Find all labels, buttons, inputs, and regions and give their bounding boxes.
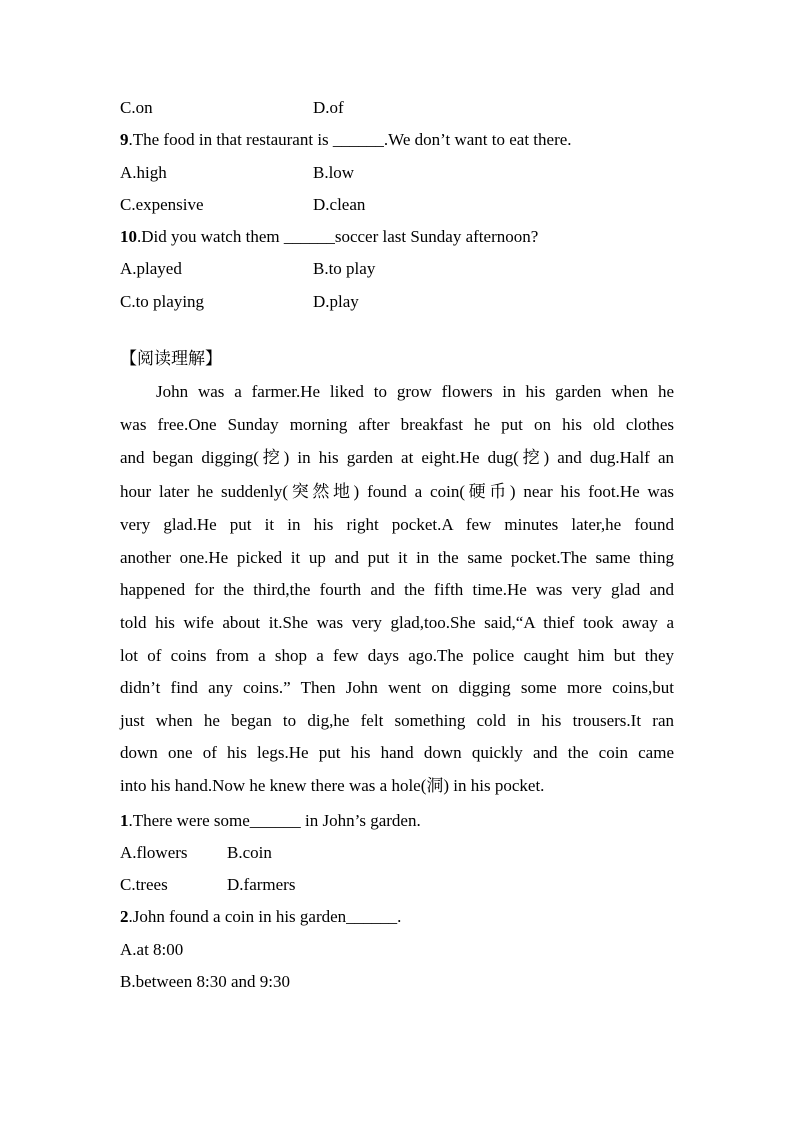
q10-text: .Did you watch them ______soccer last Sunday afternoon? [137,227,539,247]
passage-line: just when he began to dig,he felt something cold in his trousers.It ran [120,710,674,730]
q10-number: 10 [120,227,137,247]
q9-options-ab [120,157,674,189]
rq1-option-b: B.coin [227,842,272,862]
passage-line: another one.He picked it up and put it in the same pocket.The same thing [120,547,674,567]
passage-line: didn’t find any coins.” Then John went on digging some more coins,but [120,678,674,698]
q10-option-d: D.play [313,291,359,311]
rq1-options-cd [120,869,674,901]
passage-line: told his wife about it.She was very glad,too.She said,“A thief took away a [120,612,674,632]
passage-line: John was a farmer.He liked to grow flowers in his garden when he [156,382,674,402]
q9-option-b: B.low [313,162,355,182]
rq1-text: .There were some______ in John’s garden. [128,810,421,830]
q9-option-d: D.clean [313,194,366,214]
q9-text: .The food in that restaurant is ______.We don’t want to eat there. [128,130,572,150]
q10-option-c: C.to playing [120,291,205,311]
q10-option-b: B.to play [313,259,376,279]
q9-stem [120,124,674,156]
q9-number: 9 [120,130,129,150]
rq1-options-ab [120,837,674,869]
passage-line: was free.One Sunday morning after breakfast he put on his old clothes [120,414,674,434]
rq2-option-b: B.between 8:30 and 9:30 [120,971,290,991]
q10-option-a: A.played [120,259,182,279]
rq1-option-d: D.farmers [227,875,296,895]
q10-options-ab [120,253,674,285]
rq2-text: .John found a coin in his garden______. [128,907,402,927]
q10-stem [120,221,674,253]
exam-page [120,92,674,998]
passage-line: happened for the third,the fourth and the fifth time.He was very glad and [120,580,674,600]
passage-line: down one of his legs.He put his hand down quickly and the coin came [120,743,674,763]
q9-option-c: C.expensive [120,194,204,214]
passage-line: and began digging(挖) in his garden at eight.He dug(挖) and dug.Half an [120,447,674,467]
rq2-number: 2 [120,907,129,927]
passage-line: into his hand.Now he knew there was a hole(洞) in his pocket. [120,775,545,795]
rq1-option-c: C.trees [120,875,168,895]
passage-line: very glad.He put it in his right pocket.A few minutes later,he found [120,515,674,535]
rq2-stem [120,901,674,933]
q9-options-cd [120,189,674,221]
reading-passage [120,376,674,802]
passage-line: hour later he suddenly(突然地) found a coin(硬币) near his foot.He was [120,482,674,502]
rq1-number: 1 [120,810,129,830]
rq1-option-a: A.flowers [120,842,188,862]
q8-option-d: D.of [313,98,344,117]
q8-option-c: C.on [120,98,153,117]
q8-options-cd [120,92,674,124]
rq1-stem [120,805,674,837]
q10-options-cd [120,286,674,318]
rq2-option-a: A.at 8:00 [120,939,184,959]
reading-section-title: 【阅读理解】 [120,349,222,369]
q9-option-a: A.high [120,162,167,182]
passage-line: lot of coins from a shop a few days ago.The police caught him but they [120,645,674,665]
